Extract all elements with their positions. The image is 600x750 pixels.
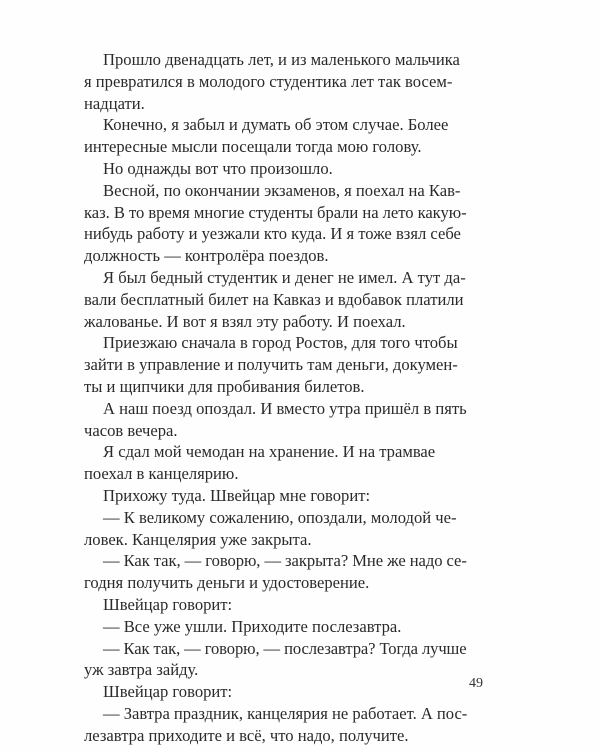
text-line: Приезжаю сначала в город Ростов, для того чтобы [103, 333, 458, 353]
text-line: Швейцар говорит: [103, 594, 233, 614]
page-number-text: 49 [469, 676, 483, 691]
text-line: Но однажды вот что произошло. [103, 158, 333, 178]
text-line: Весной, по окончании экзаменов, я поехал на Кав- [103, 180, 461, 200]
page-number [0, 676, 600, 692]
text-line: должность — контролёра поездов. [84, 246, 329, 266]
text-line: каз. В то время многие студенты брали на лето какую- [84, 202, 467, 222]
text-line: зайти в управление и получить там деньги, докумен- [84, 355, 458, 375]
text-line: Прошло двенадцать лет, и из маленького мальчика [103, 50, 460, 69]
text-line: Я сдал мой чемодан на хранение. И на трамвае [103, 442, 436, 462]
text-line: ты и щипчики для пробивания билетов. [84, 376, 365, 396]
text-line: А наш поезд опоздал. И вместо утра пришёл в пять [103, 398, 467, 418]
text-line: — К великому сожалению, опоздали, молодой че- [103, 507, 457, 527]
text-line: уж завтра зайду. [84, 660, 199, 680]
text-line: Конечно, я забыл и думать об этом случае. Более [103, 115, 449, 135]
text-line: — Как так, — говорю, — закрыта? Мне же надо се- [103, 551, 467, 571]
text-line: Прихожу туда. Швейцар мне говорит: [103, 485, 371, 505]
text-line: интересные мысли посещали тогда мою голову. [84, 137, 422, 157]
text-line: лезавтра приходите и всё, что надо, получите. [84, 725, 409, 745]
text-line: — Все уже ушли. Приходите послезавтра. [103, 616, 402, 636]
text-line: — Как так, — говорю, — послезавтра? Тогда лучше [103, 638, 467, 658]
text-line: вали бесплатный билет на Кавказ и вдобавок платили [84, 289, 464, 309]
text-line: поехал в канцелярию. [84, 464, 239, 484]
text-line: надцати. [84, 93, 145, 113]
text-line: годня получить деньги и удостоверение. [84, 573, 370, 593]
text-line: нибудь работу и уезжали кто куда. И я тоже взял себе [84, 224, 461, 244]
text-line: часов вечера. [84, 420, 178, 440]
text-line: Я был бедный студентик и денег не имел. А тут да- [103, 267, 466, 287]
text-line: ловек. Канцелярия уже закрыта. [84, 529, 312, 549]
text-line: я превратился в молодого студентика лет так восем- [84, 71, 453, 91]
text-line: жалованье. И вот я взял эту работу. И поехал. [84, 311, 406, 331]
text-line: — Завтра праздник, канцелярия не работает. А пос- [103, 703, 468, 723]
text-line: Швейцар говорит: [103, 682, 233, 702]
body-text [84, 49, 467, 747]
